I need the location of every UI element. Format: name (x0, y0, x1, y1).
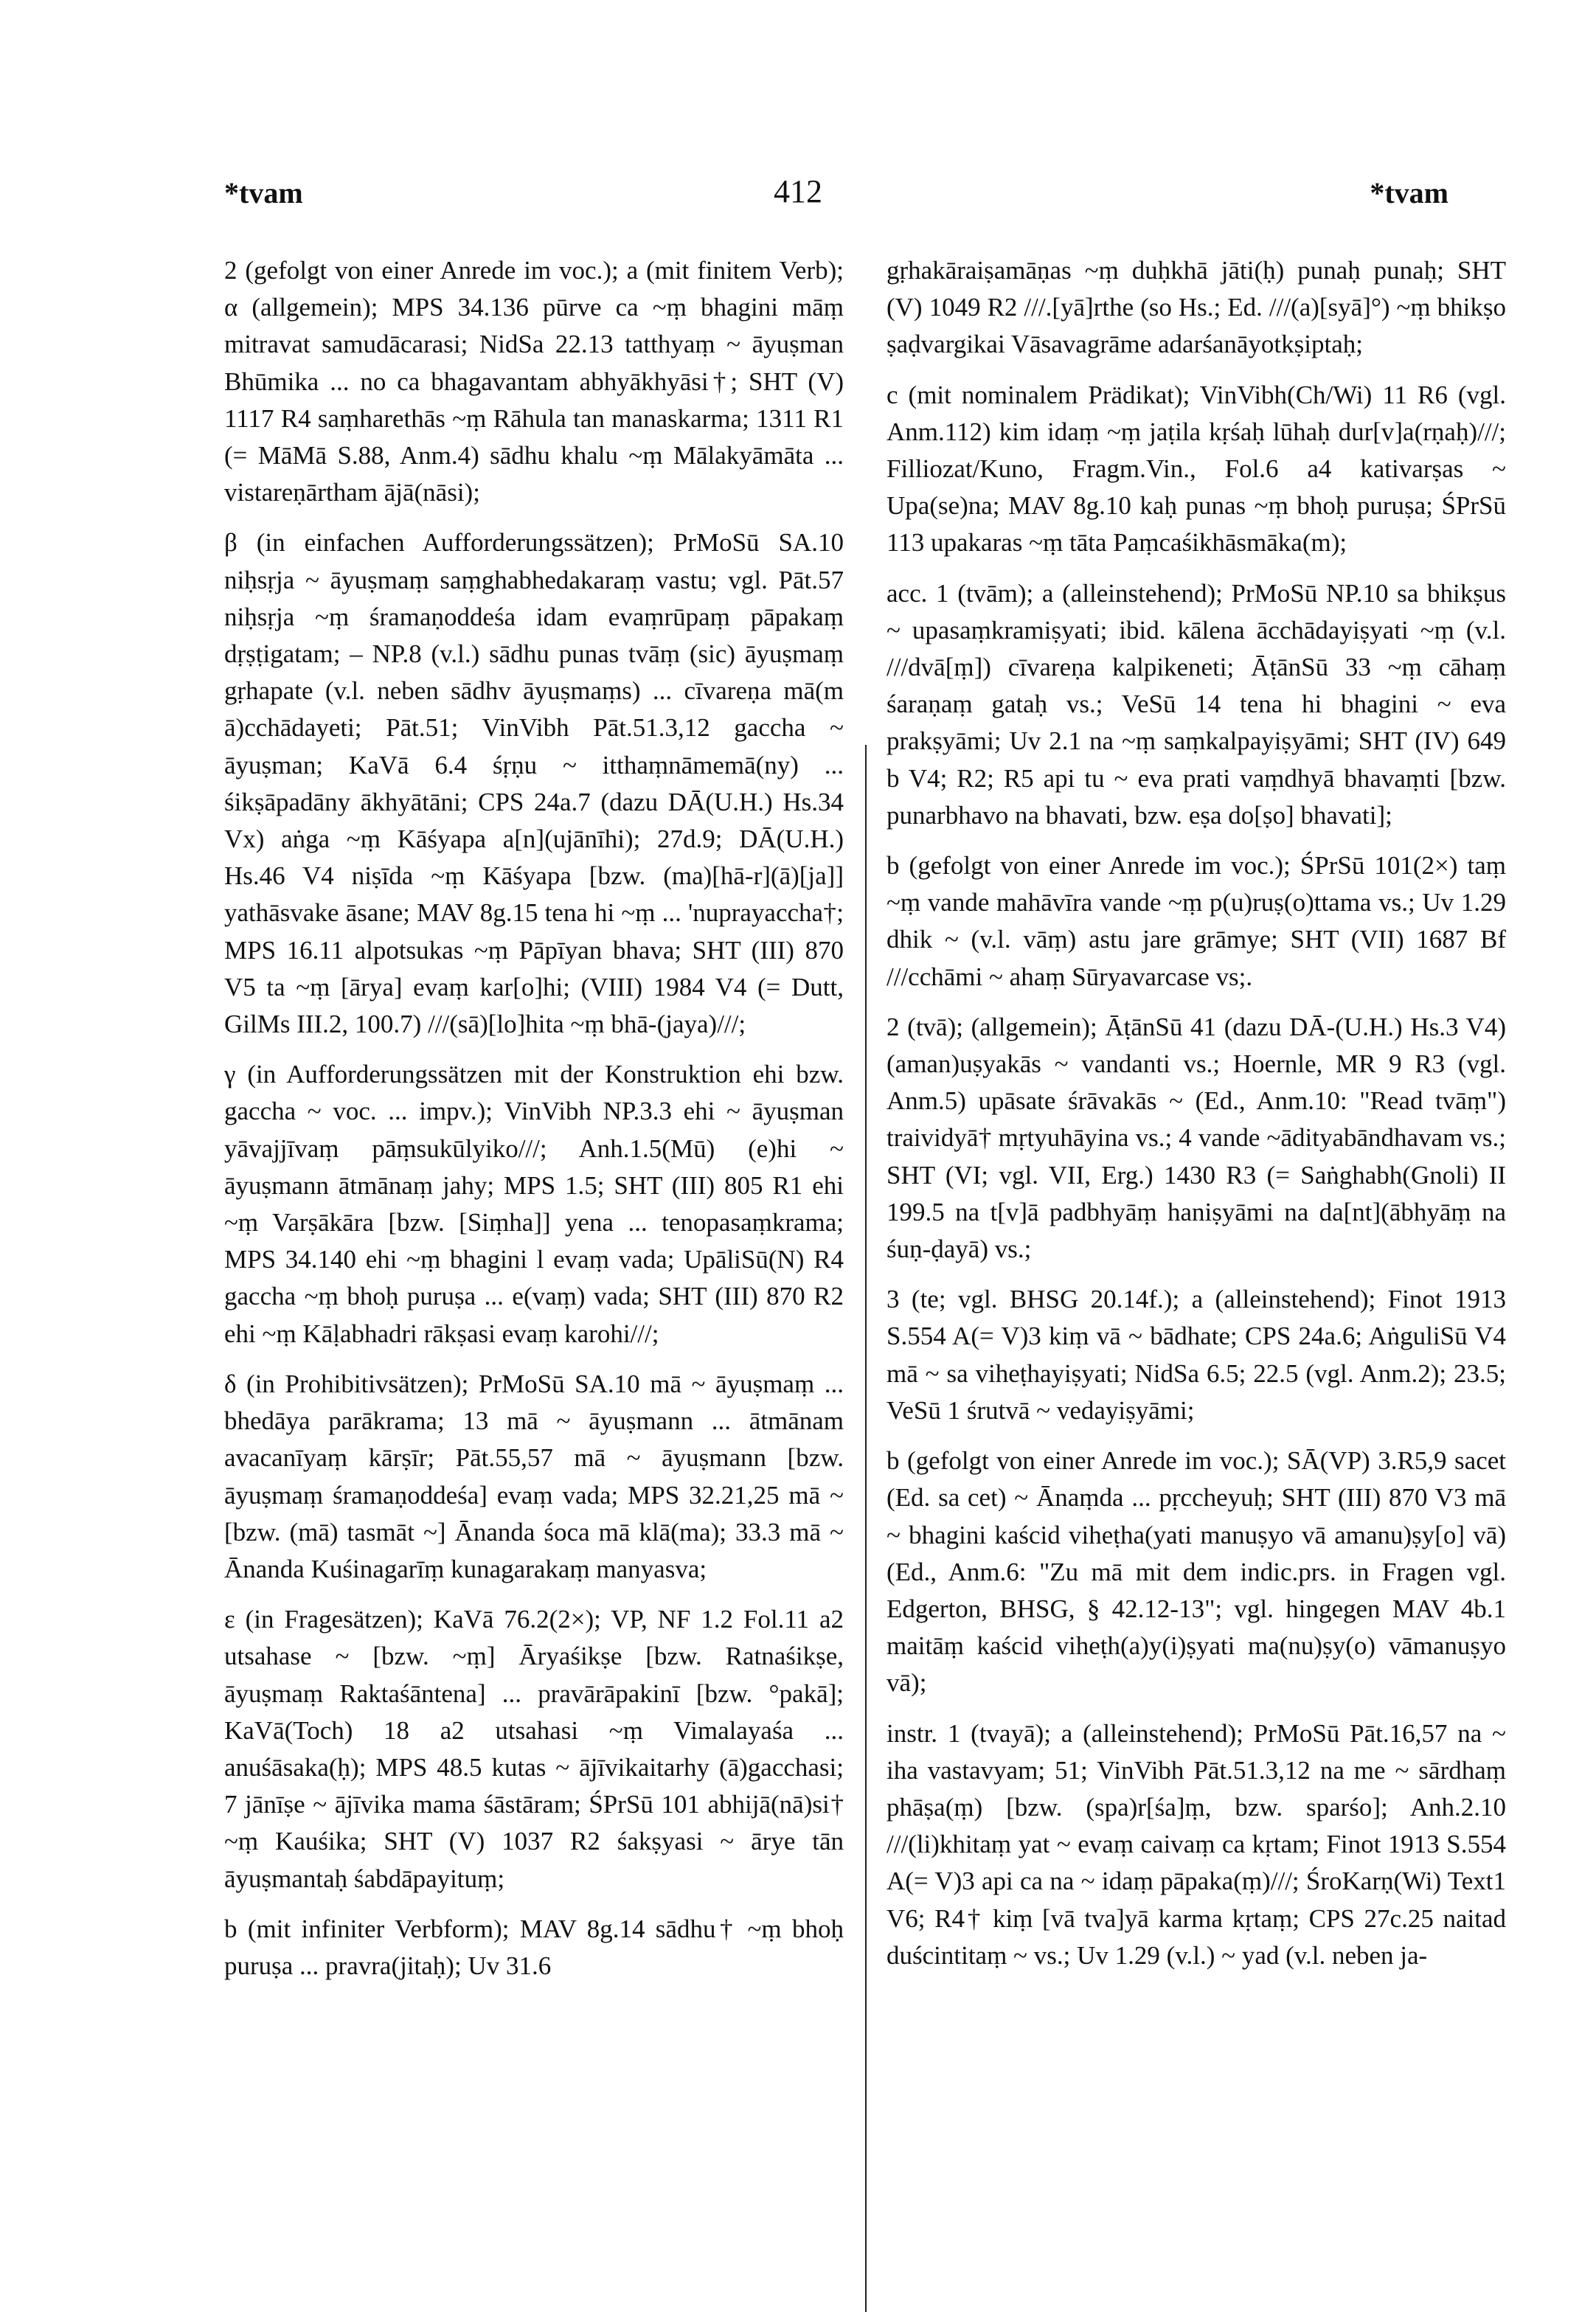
entry-paragraph: γ (in Aufforderungssätzen mit der Konstruktion ehi bzw. gaccha ~ voc. ... impv.); VinVibh NP.3.3 ehi ~ āyuṣman yāvajjīvaṃ pāṃsukūlyiko///; Anh.1.5(Mū) (e)hi ~ āyuṣmann ātmānaṃ jahy; MPS 1.5; SHT (III) 805 R1 ehi ~ṃ Varṣākāra [bzw. [Siṃha]] yena ... tenopasaṃkrama; MPS 34.140 ehi ~ṃ bhagini l evaṃ vada; UpāliSū(N) R4 gaccha ~ṃ bhoḥ puruṣa ... e(vaṃ) vada; SHT (III) 870 R2 ehi ~ṃ Kāḷabhadri rākṣasi evaṃ karohi///; (224, 1060, 844, 1348)
entry-paragraph: 3 (te; vgl. BHSG 20.14f.); a (alleinstehend); Finot 1913 S.554 A(= V)3 kiṃ vā ~ bādhate; CPS 24a.6; AṅguliSū V4 mā ~ sa viheṭhayiṣyati; NidSa 6.5; 22.5 (vgl. Anm.2); 23.5; VeSū 1 śrutvā ~ vedayiṣyāmi; (887, 1285, 1506, 1425)
entry-paragraph: c (mit nominalem Prädikat); VinVibh(Ch/Wi) 11 R6 (vgl. Anm.112) kim idaṃ ~ṃ jaṭila kṛśaḥ lūhaḥ dur[v]a(rṇaḥ)///; Filliozat/Kuno, Fragm.Vin., Fol.6 a4 kativarṣas ~ Upa(se)na; MAV 8g.10 kaḥ punas ~ṃ bhoḥ puruṣa; ŚPrSū 113 upakaras ~ṃ tāta Paṃcaśikhāsmāka(m); (887, 380, 1506, 558)
entry-paragraph: b (mit infiniter Verbform); MAV 8g.14 sādhu† ~ṃ bhoḥ puruṣa ... pravra(jitaḥ); Uv 31.6 (224, 1914, 844, 1980)
running-head-right: *tvam (1370, 176, 1448, 209)
entry-paragraph: instr. 1 (tvayā); a (alleinstehend); PrMoSū Pāt.16,57 na ~ iha vastavyam; 51; VinVibh Pāt.51.3,12 na me ~ sārdhaṃ phāṣa(ṃ) [bzw. (spa)r[śa]ṃ, bzw. sparśo]; Anh.2.10 ///(li)khitaṃ yat ~ evaṃ caivaṃ ca kṛtam; Finot 1913 S.554 A(= V)3 api ca na ~ idaṃ pāpaka(ṃ)///; ŚroKarṇ(Wi) Text1 V6; R4† kiṃ [vā tva]yā karma kṛtaṃ; CPS 27c.25 naitad duścintitaṃ ~ vs.; Uv 1.29 (v.l.) ~ yad (v.l. neben ja- (887, 1718, 1506, 1970)
page-number: 412 (774, 173, 822, 209)
right-column (887, 252, 1506, 1974)
entry-paragraph: 2 (tvā); (allgemein); ĀṭānSū 41 (dazu DĀ-(U.H.) Hs.3 V4) (aman)uṣyakās ~ vandanti vs.; Hoernle, MR 9 R3 (vgl. Anm.5) upāsate śrāvakās ~ (Ed., Anm.10: "Read tvāṃ") traividyā† mṛtyuhāyina vs.; 4 vande ~ādityabāndhavam vs.; SHT (VI; vgl. VII, Erg.) 1430 R3 (= Saṅghabh(Gnoli) II 199.5 na t[v]ā padbhyāṃ haniṣyāmi na da[nt](ābhyāṃ na śuṇ-ḍayā) vs.; (887, 1012, 1506, 1264)
entry-paragraph: acc. 1 (tvām); a (alleinstehend); PrMoSū NP.10 sa bhikṣus ~ upasaṃkramiṣyati; ibid. kālena ācchādayiṣyati ~ṃ (v.l. ///dvā[ṃ]) cīvareṇa kalpikeneti; ĀṭānSū 33 ~ṃ cāhaṃ śaraṇaṃ gataḥ vs.; VeSū 14 tena hi bhagini ~ eva prakṣyāmi; Uv 2.1 na ~ṃ saṃkalpayiṣyāmi; SHT (IV) 649 b V4; R2; R5 api tu ~ eva prati vaṃdhyā bhavaṃti [bzw. punarbhavo na bhavati, bzw. eṣa do[ṣo] bhavati]; (887, 578, 1506, 830)
entry-paragraph: δ (in Prohibitivsätzen); PrMoSū SA.10 mā ~ āyuṣmaṃ ... bhedāya parākrama; 13 mā ~ āyuṣmann ... ātmānam avacanīyaṃ kārṣīr; Pāt.55,57 mā ~ āyuṣmann [bzw. āyuṣmaṃ śramaṇoddeśa] evaṃ vada; MPS 32.21,25 mā ~ [bzw. (mā) tasmāt ~] Ānanda śoca mā klā(ma); 33.3 mā ~ Ānanda Kuśinagarīṃ kunagarakaṃ manyasva; (224, 1369, 844, 1583)
column-divider (865, 745, 867, 2312)
entry-paragraph: gṛhakāraiṣamāṇas ~ṃ duḥkhā jāti(ḥ) punaḥ punaḥ; SHT (V) 1049 R2 ///.[yā]rthe (so Hs.; Ed. ///(a)[syā]°) ~ṃ bhikṣo ṣaḍvargikai Vāsavagrāme adarśanāyotkṣiptaḥ; (887, 256, 1506, 359)
entry-paragraph: β (in einfachen Aufforderungssätzen); PrMoSū SA.10 niḥsṛja ~ āyuṣmaṃ saṃghabhedakaraṃ vastu; vgl. Pāt.57 niḥsṛja ~ṃ śramaṇoddeśa idam evaṃrūpaṃ pāpakaṃ dṛṣṭigatam; – NP.8 (v.l.) sādhu punas tvāṃ (sic) āyuṣmaṃ gṛhapate (v.l. neben sādhv āyuṣmaṃs) ... cīvareṇa mā(m ā)cchādayeti; Pāt.51; VinVibh Pāt.51.3,12 gaccha ~ āyuṣman; KaVā 6.4 śṛṇu ~ itthaṃnāmemā(ny) ... śikṣāpadāny ākhyātāni; CPS 24a.7 (dazu DĀ(U.H.) Hs.34 Vx) aṅga ~ṃ Kāśyapa a[n](ujānīhi); 27d.9; DĀ(U.H.) Hs.46 V4 niṣīda ~ṃ Kāśyapa [bzw. (ma)[hā-r](ā)[ja]] yathāsvake āsane; MAV 8g.15 tena hi ~ṃ ... 'nuprayaccha†; MPS 16.11 alpotsukas ~ṃ Pāpīyan bhava; SHT (III) 870 V5 ta ~ṃ [ārya] evaṃ kar[o]hi; (VIII) 1984 V4 (= Dutt, GilMs III.2, 100.7) ///(sā)[lo]hita ~ṃ bhā-(jaya)///; (224, 528, 844, 1039)
entry-paragraph: 2 (gefolgt von einer Anrede im voc.); a (mit finitem Verb); α (allgemein); MPS 34.136 pūrve ca ~ṃ bhagini māṃ mitravat samudācarasi; NidSa 22.13 tatthyaṃ ~ āyuṣman Bhūmika ... no ca bhagavantam abhyākhyāsi†; SHT (V) 1117 R4 saṃharethās ~ṃ Rāhula tan manaskarma; 1311 R1 (= MāMā S.88, Anm.4) sādhu khalu ~ṃ Mālakyāmāta ... vistareṇārtham ājā(nāsi); (224, 256, 844, 507)
entry-paragraph: b (gefolgt von einer Anrede im voc.); ŚPrSū 101(2×) taṃ ~ṃ vande mahāvīra vande ~ṃ p(u)ruṣ(o)ttama vs.; Uv 1.29 dhik ~ (v.l. vāṃ) astu jare grāmye; SHT (VII) 1687 Bf ///cchāmi ~ ahaṃ Sūryavarcase vs;. (887, 851, 1506, 991)
running-head-left: *tvam (224, 176, 303, 209)
left-column (224, 252, 844, 1985)
entry-paragraph: b (gefolgt von einer Anrede im voc.); SĀ(VP) 3.R5,9 sacet (Ed. sa cet) ~ Ānaṃda ... pṛccheyuḥ; SHT (III) 870 V3 mā ~ bhagini kaścid viheṭha(yati manuṣyo vā amanu)ṣy[o] vā) (Ed., Anm.6: "Zu mā mit dem indic.prs. in Fragen vgl. Edgerton, BHSG, § 42.12-13"; vgl. hingegen MAV 4b.1 maitāṃ kaścid viheṭh(a)y(i)ṣyati ma(nu)ṣy(o) vāmanuṣyo vā); (887, 1446, 1506, 1698)
entry-paragraph: ε (in Fragesätzen); KaVā 76.2(2×); VP, NF 1.2 Fol.11 a2 utsahase ~ [bzw. ~ṃ] Āryaśikṣe [bzw. Ratnaśikṣe, āyuṣmaṃ Raktaśāntena] ... pravārāpakinī [bzw. °pakā]; KaVā(Toch) 18 a2 utsahasi ~ṃ Vimalayaśa ... anuśāsaka(ḥ); MPS 48.5 kutas ~ ājīvikaitarhy (ā)gacchasi; 7 jānīṣe ~ ājīvika mama śāstāram; ŚPrSū 101 abhijā(nā)si† ~ṃ Kauśika; SHT (V) 1037 R2 śakṣyasi ~ ārye tān āyuṣmantaḥ śabdāpayituṃ; (224, 1605, 844, 1893)
